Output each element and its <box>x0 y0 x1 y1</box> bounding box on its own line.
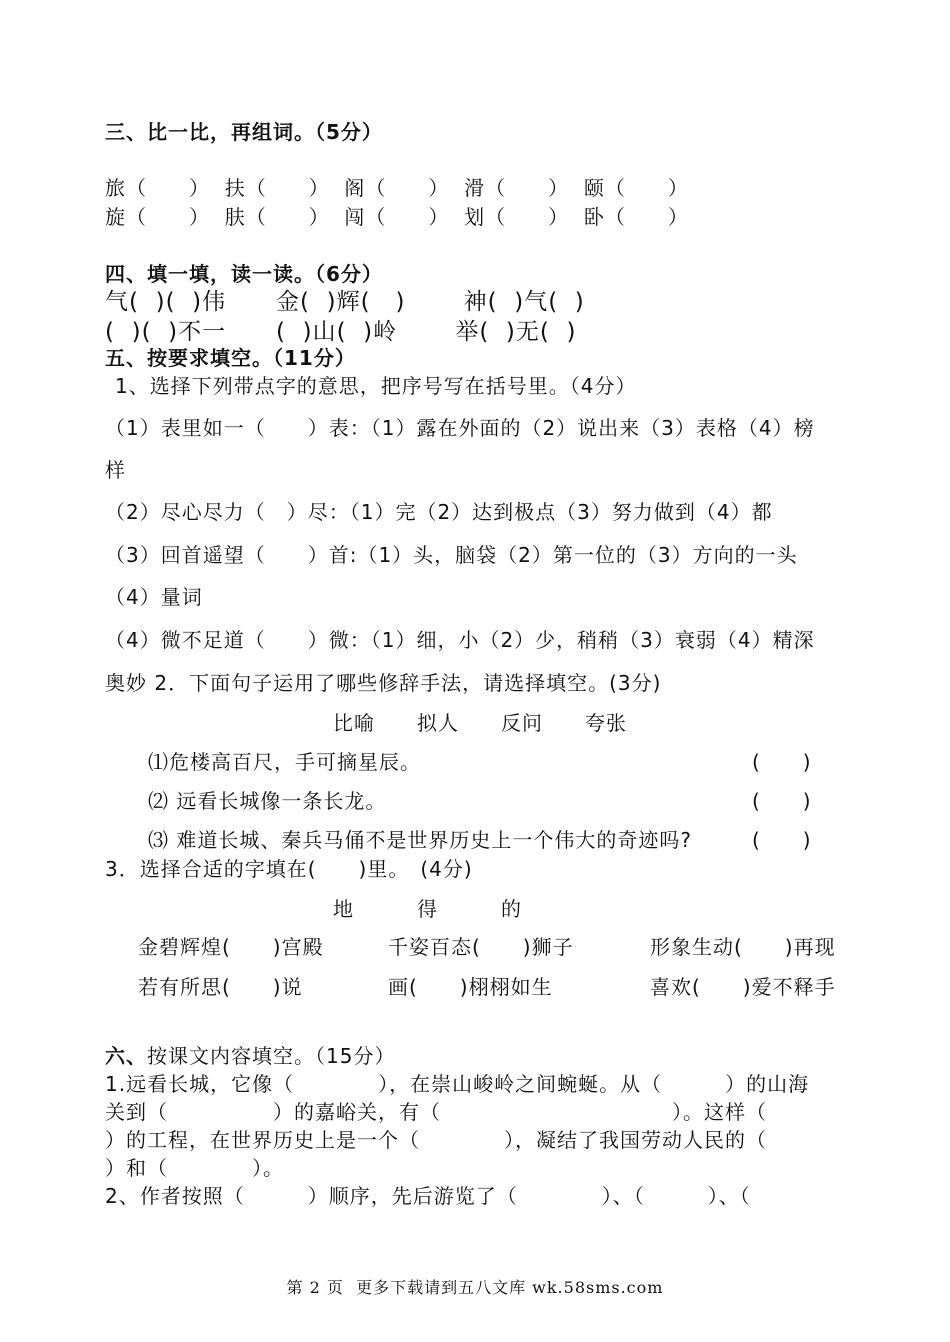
q2-sentence-1: ⑴危楼高百尺，手可摘星辰。 <box>148 750 421 774</box>
q3-r2-c1: 若有所思( )说 <box>138 975 303 999</box>
sec6-line-1: 1.远看长城，它像（ ），在崇山峻岭之间蜿蜒。从（ ）的山海 <box>105 1072 810 1096</box>
sec6-line-2: 关到（ ）的嘉峪关，有（ ）。这样（ <box>105 1100 767 1124</box>
sec6-line-3: ）的工程，在世界历史上是一个（ ），凝结了我国劳动人民的（ <box>105 1128 767 1152</box>
q3-r2-c3: 喜欢( )爱不释手 <box>650 975 836 999</box>
q1-item-3a: （3）回首遥望（ ）首:（1）头，脑袋（2）第一位的（3）方向的一头 <box>105 543 798 567</box>
section-3-title: 三、比一比，再组词。（5分） <box>105 120 383 144</box>
q3-r1-c2: 千姿百态( )狮子 <box>388 935 574 959</box>
q2-options: 比喻 拟人 反问 夸张 <box>333 711 627 735</box>
q2-blank-3: ( ) <box>752 828 812 852</box>
q1-item-1a: （1）表里如一（ ）表：（1）露在外面的（2）说出来（3）表格（4）榜 <box>105 416 815 440</box>
q1-item-4b: 奥妙 2．下面句子运用了哪些修辞手法，请选择填空。(3分) <box>105 671 662 695</box>
q3-intro: 3．选择合适的字填在( )里。 (4分) <box>105 857 473 881</box>
q1-intro: 1、选择下列带点字的意思，把序号写在括号里。（4分） <box>115 374 637 398</box>
q1-item-3b: （4）量词 <box>105 585 203 609</box>
section-6-title <box>105 1044 395 1068</box>
sec6-line-4: ）和（ ）。 <box>105 1156 284 1180</box>
q1-item-2: （2）尽心尽力（ ）尽：（1）完（2）达到极点（3）努力做到（4）都 <box>105 500 773 524</box>
sec4-row-2: ( )( )不一 ( )山( )岭 举( )无( ) <box>105 319 577 345</box>
q2-blank-1: ( ) <box>752 750 812 774</box>
q2-sentence-2: ⑵ 远看长城像一条长龙。 <box>148 789 387 813</box>
q1-item-1b: 样 <box>105 458 126 482</box>
q3-options: 地 得 的 <box>333 897 522 921</box>
q3-r1-c1: 金碧辉煌( )宫殿 <box>138 935 324 959</box>
sec3-row-2: 旋（ ） 肤（ ） 闯（ ） 划（ ） 卧（ ） <box>105 205 689 229</box>
q2-blank-2: ( ) <box>752 789 812 813</box>
q1-item-4a: （4）微不足道（ ）微：（1）细，小（2）少，稍稍（3）衰弱（4）精深 <box>105 628 815 652</box>
sec3-row-1: 旅（ ） 扶（ ） 阁（ ） 滑（ ） 颐（ ） <box>105 176 689 200</box>
q3-r1-c3: 形象生动( )再现 <box>650 935 836 959</box>
section-6-number: 六、 <box>105 1044 147 1068</box>
section-5-title: 五、按要求填空。（11分） <box>105 346 356 370</box>
page-footer: 第 2 页 更多下载请到五八文库 wk.58sms.com <box>286 1278 664 1297</box>
section-6-heading: 按课文内容填空。（15分） <box>147 1044 396 1068</box>
sec4-row-1: 气( )( )伟 金( )辉( ) 神( )气( ) <box>105 289 585 315</box>
sec6-line-5: 2、作者按照（ ）顺序，先后游览了（ ）、（ ）、（ <box>105 1184 751 1208</box>
q3-r2-c2: 画( )栩栩如生 <box>388 975 553 999</box>
section-4-title: 四、填一填，读一读。（6分） <box>105 262 383 286</box>
q2-sentence-3: ⑶ 难道长城、秦兵马俑不是世界历史上一个伟大的奇迹吗? <box>148 828 692 852</box>
